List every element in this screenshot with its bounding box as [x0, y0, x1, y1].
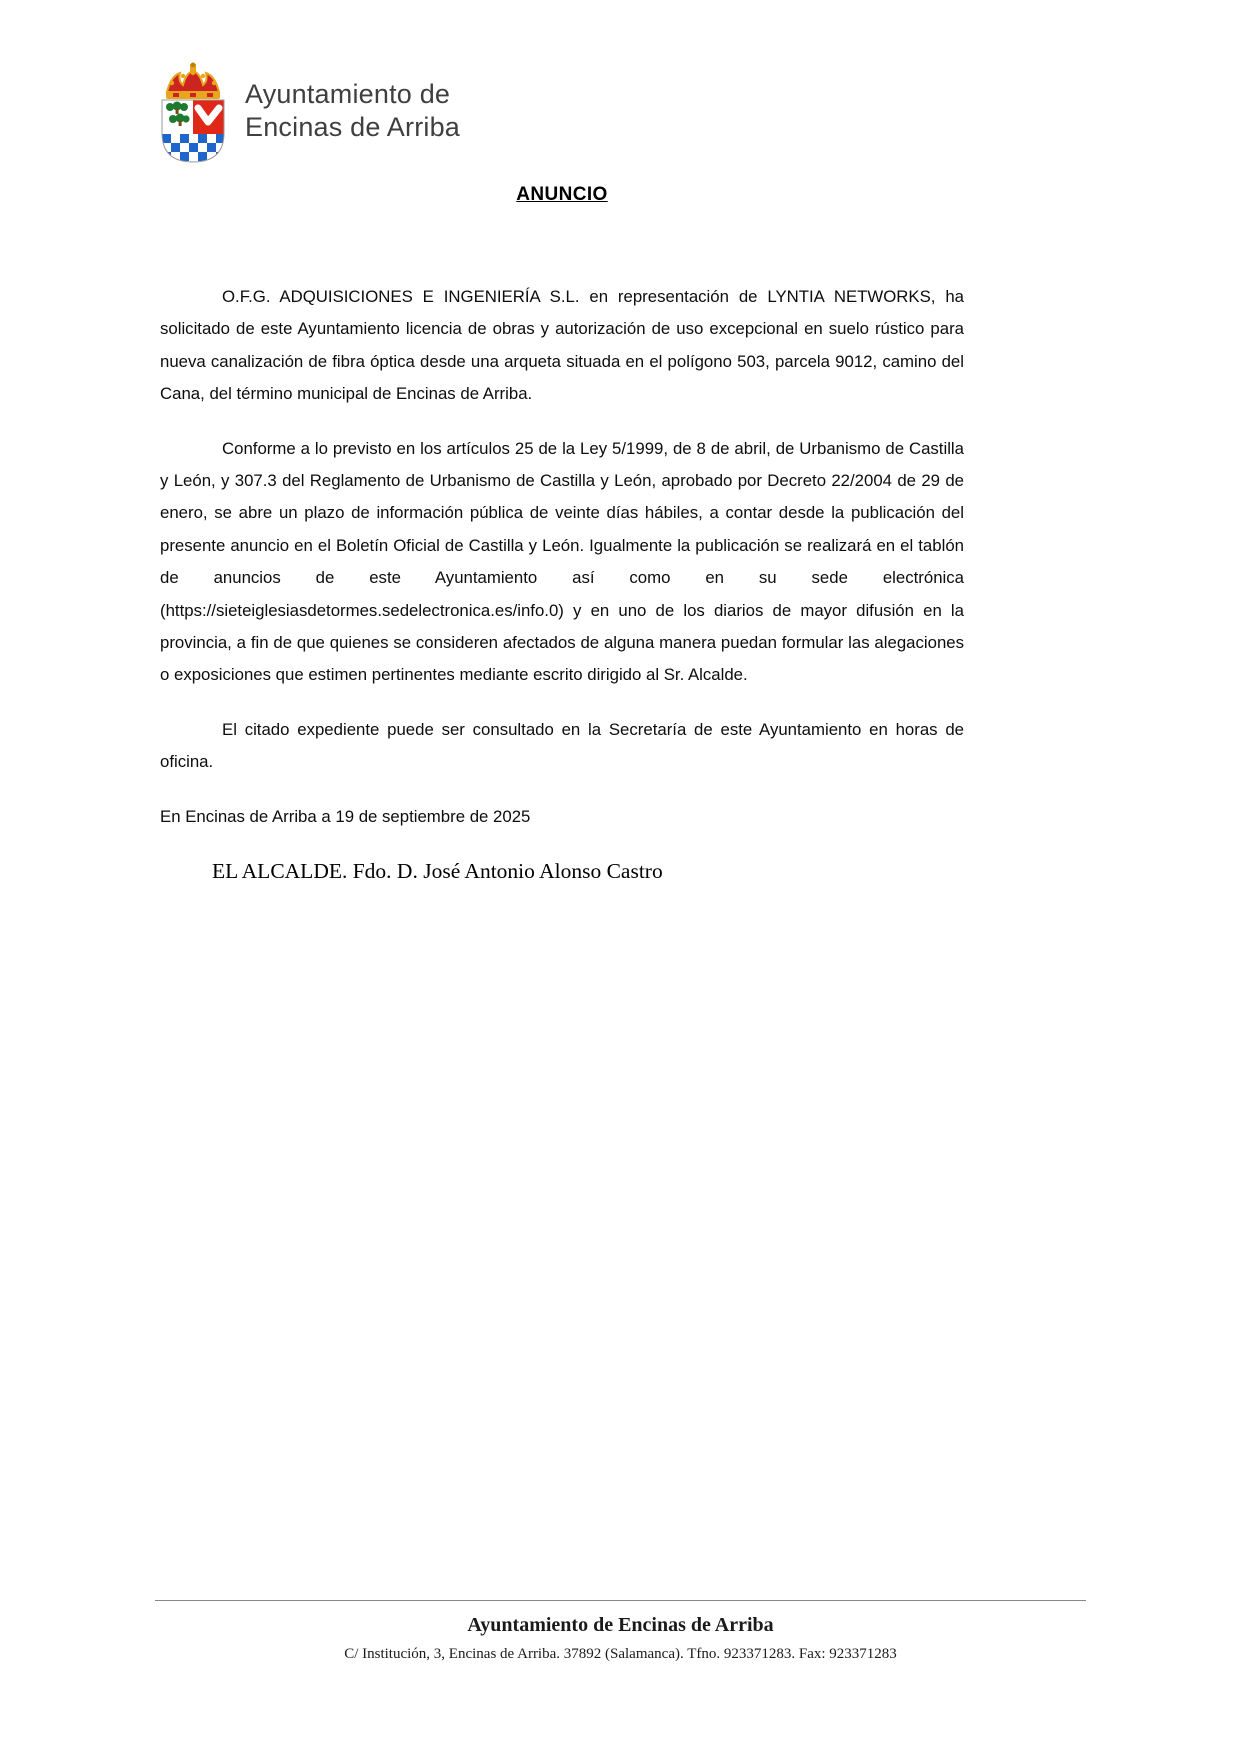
document-body [160, 281, 964, 910]
municipal-coat-of-arms-icon [153, 62, 233, 164]
paragraph-consultation: El citado expediente puede ser consultado en la Secretaría de este Ayuntamiento en horas de oficina. [160, 719, 964, 772]
org-name [245, 62, 460, 144]
paragraph-legal-basis: Conforme a lo previsto en los artículos 25 de la Ley 5/1999, de 8 de abril, de Urbanismo de Castilla y León, y 307.3 del Reglamento de Urbanismo de Castilla y León, aprobado por Decreto 22/2004 de 29 de enero, se abre un plazo de información pública de veinte días hábiles, a contar desde la publicación del presente anuncio en el Boletín Oficial de Castilla y León. Igualmente la publicación se realizará en el tablón de anuncios de este Ayuntamiento así como en su sede electrónica (https://sieteiglesiasdetormes.sedelectronica.es/info.0) y en uno de los diarios de mayor difusión en la provincia, a fin de que quienes se consideren afectados de alguna manera puedan formular las alegaciones o exposiciones que estimen pertinentes mediante escrito dirigido al Sr. Alcalde. [160, 438, 964, 685]
paragraph-request: O.F.G. ADQUISICIONES E INGENIERÍA S.L. en representación de LYNTIA NETWORKS, ha solicitado de este Ayuntamiento licencia de obras y autorización de uso excepcional en suelo rústico para nueva canalización de fibra óptica desde una arqueta situada en el polígono 503, parcela 9012, camino del Cana, del término municipal de Encinas de Arriba. [160, 287, 964, 404]
page-title: ANUNCIO [516, 184, 608, 205]
footer [155, 1600, 1086, 1663]
footer-address: C/ Institución, 3, Encinas de Arriba. 37892 (Salamanca). Tfno. 923371283. Fax: 923371283 [344, 1646, 897, 1662]
org-name-line1: Ayuntamiento de [245, 79, 451, 109]
date-line: En Encinas de Arriba a 19 de septiembre de 2025 [160, 806, 531, 826]
footer-org-name: Ayuntamiento de Encinas de Arriba [467, 1614, 774, 1636]
signature-line: EL ALCALDE. Fdo. D. José Antonio Alonso Castro [212, 859, 663, 884]
org-name-line2: Encinas de Arriba [245, 111, 461, 142]
header [153, 62, 460, 164]
